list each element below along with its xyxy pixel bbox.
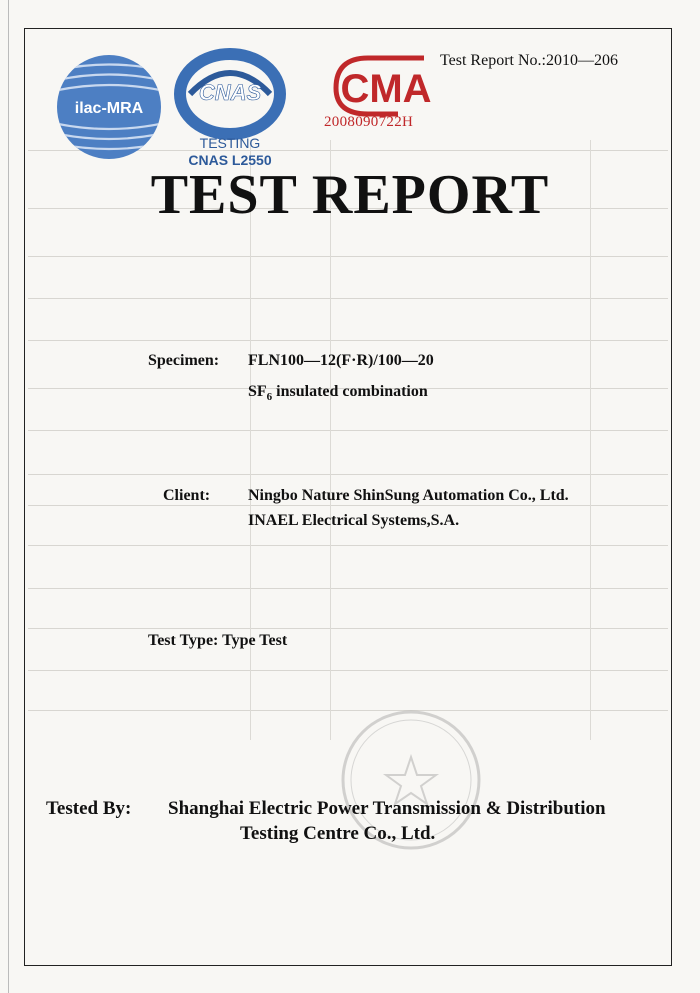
cnas-logo — [170, 44, 290, 168]
ilac-mra-logo — [54, 52, 164, 162]
specimen-description: $SF_6$ insulated combination — [248, 383, 428, 404]
cnas-testing-text: TESTING — [199, 135, 261, 151]
specimen-model: FLN100—12(F·R)/100—20 — [248, 352, 434, 369]
client-name-1: Ningbo Nature ShinSung Automation Co., Ltd. — [248, 487, 569, 504]
page-title: TEST REPORT — [150, 164, 550, 226]
ilac-logo-text: ilac-MRA — [74, 100, 144, 117]
cma-number: 2008090722H — [324, 114, 414, 130]
tested-by-org-1: Shanghai Electric Power Transmission & Distribution — [168, 798, 606, 819]
test-type: Test Type: Type Test — [148, 632, 288, 649]
tested-by-label: Tested By: — [46, 798, 132, 819]
scan-edge-line — [8, 0, 9, 993]
cnas-logo-text: CNAS — [198, 80, 262, 105]
tested-by-org-2: Testing Centre Co., Ltd. — [240, 823, 436, 844]
specimen-label: Specimen: — [148, 352, 220, 369]
report-number: Test Report No.:2010—206 — [440, 52, 618, 69]
cnas-code-text: CNAS L2550 — [188, 152, 272, 168]
cma-logo-text: CMA — [340, 67, 432, 111]
client-name-2: INAEL Electrical Systems,S.A. — [248, 512, 460, 529]
client-label: Client: — [163, 487, 211, 504]
